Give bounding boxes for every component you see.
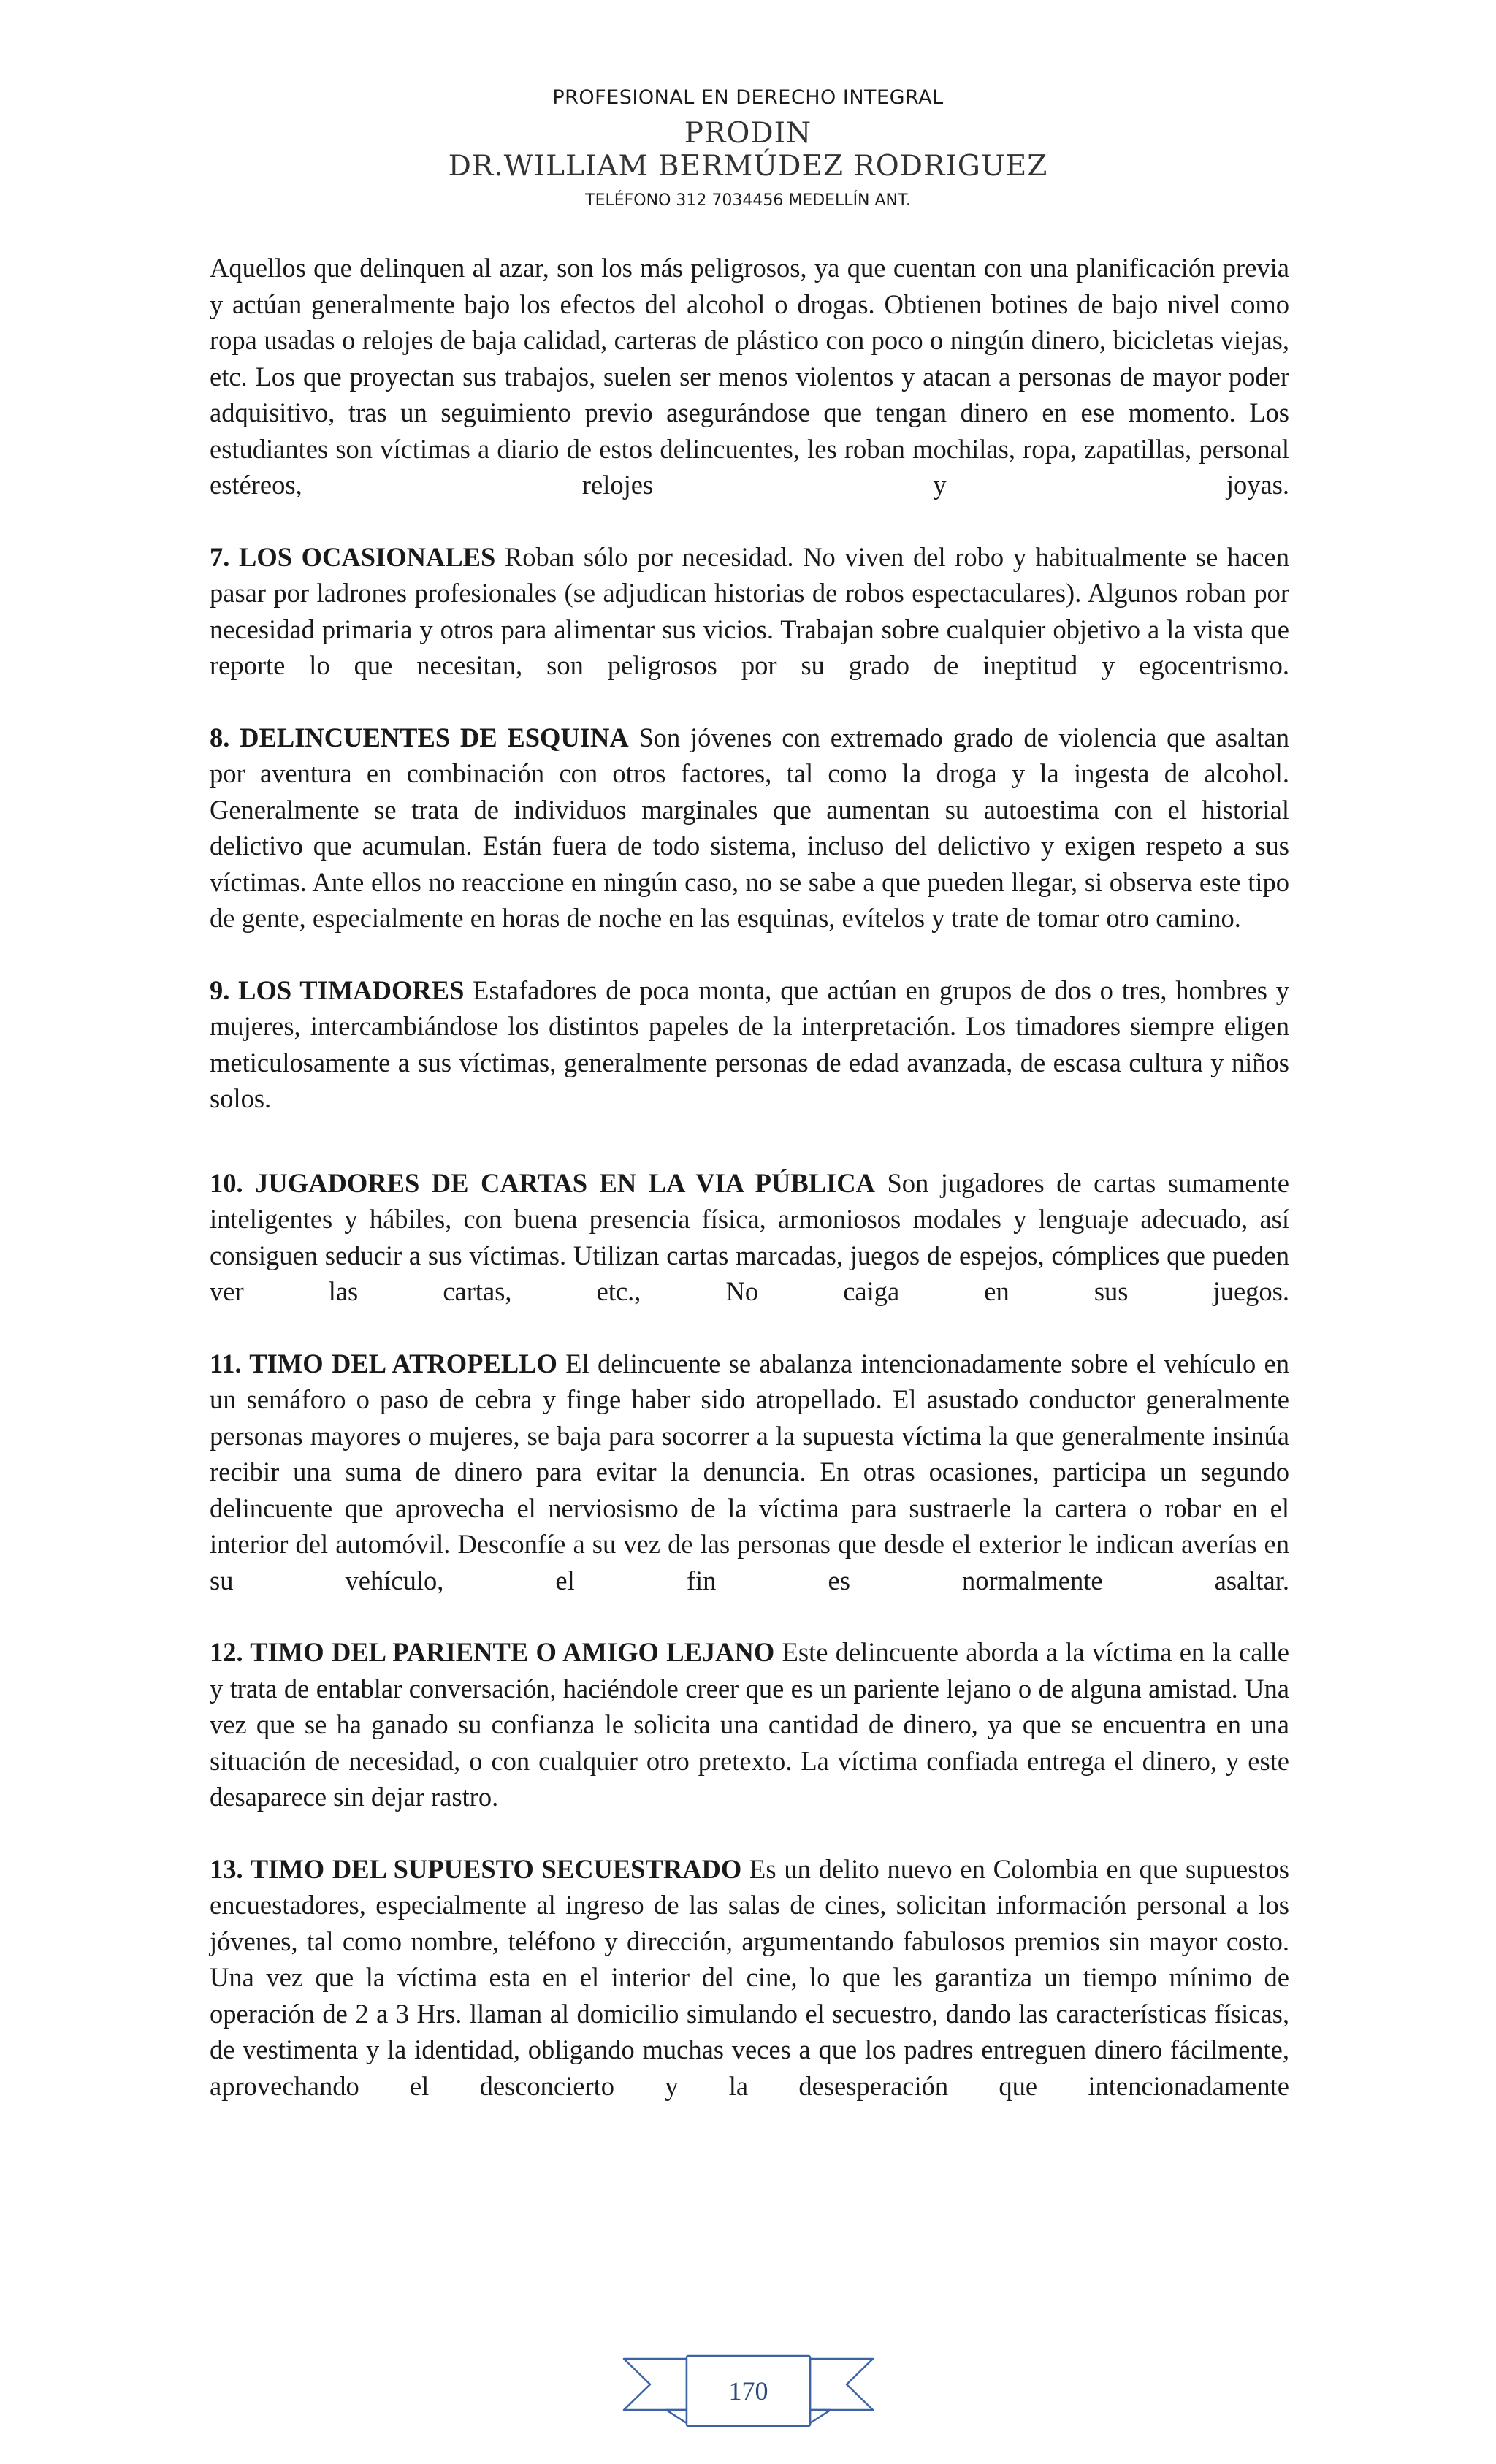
paragraph-text: Aquellos que delinquen al azar, son los más peligrosos, ya que cuentan con una planificación previa y actúan generalmente bajo los efectos del alcohol o drogas. Obtienen botines de bajo nivel como ropa usadas o relojes de baja calidad, carteras de plástico con poco o ningún dinero, bicicletas viejas, etc. Los que proyectan sus trabajos, suelen ser menos violentos y atacan a personas de mayor poder adquisitivo, tras un seguimiento previo asegurándose que tengan dinero en ese momento. Los estudiantes son víctimas a diario de estos delincuentes, les roban mochilas, ropa, zapatillas, personal estéreos, relojes y joyas. [210, 253, 1289, 500]
document-body [210, 250, 1289, 2104]
section-heading: 11. TIMO DEL ATROPELLO [210, 1348, 557, 1378]
section-heading: 7. LOS OCASIONALES [210, 541, 496, 572]
paragraph-text: Estafadores de poca monta, que actúan en grupos de dos o tres, hombres y mujeres, intercambiándose los distintos papeles de la interpretación. Los timadores siempre eligen meticulosamente a sus víctimas, generalmente personas de edad avanzada, de escasa cultura y niños solos. [210, 974, 1289, 1113]
paragraph-text: Son jóvenes con extremado grado de violencia que asaltan por aventura en combinación con otros factores, tal como la droga y la ingesta de alcohol. Generalmente se trata de individuos marginales que aumentan su autoestima con el historial delictivo que acumulan. Están fuera de todo sistema, incluso del delictivo y exigen respeto a sus víctimas. Ante ellos no reaccione en ningún caso, no se sabe a que pueden llegar, si observa este tipo de gente, especialmente en horas de noche en las esquinas, evítelos y trate de tomar otro camino. [210, 722, 1289, 933]
paragraph-atropello [210, 1346, 1289, 1599]
header-title: PROFESIONAL EN DERECHO INTEGRAL [552, 86, 944, 109]
paragraph-text: Este delincuente aborda a la víctima en la calle y trata de entablar conversación, haciéndole creer que es un pariente lejano o de alguna amistad. Una vez que se ha ganado su confianza le solicita una cantidad de dinero, ya que se encuentra en una situación de necesidad, o con cualquier otro pretexto. La víctima confiada entrega el dinero, y este desaparece sin dejar rastro. [210, 1637, 1289, 1812]
page-number: 170 [728, 2376, 768, 2406]
section-heading: 10. JUGADORES DE CARTAS EN LA VIA PÚBLICA [210, 1167, 875, 1198]
paragraph-text: Es un delito nuevo en Colombia en que supuestos encuestadores, especialmente al ingreso de las salas de cines, solicitan información personal a los jóvenes, tal como nombre, teléfono y dirección, argumentando fabulosos premios sin mayor costo. Una vez que la víctima esta en el interior del cine, lo que les garantiza un tiempo mínimo de operación de 2 a 3 Hrs. llaman al domicilio simulando el secuestro, dando las características físicas, de vestimenta y la identidad, obligando muchas veces a que los padres entreguen dinero fácilmente, aprovechando el desconcierto y la desesperación que intencionadamente [210, 1853, 1289, 2101]
section-heading: 13. TIMO DEL SUPUESTO SECUESTRADO [210, 1853, 742, 1884]
paragraph-esquina [210, 720, 1289, 937]
paragraph-secuestrado [210, 1851, 1289, 2105]
paragraph-timadores [210, 972, 1289, 1117]
paragraph-jugadores [210, 1165, 1289, 1310]
paragraph-text: Roban sólo por necesidad. No viven del robo y habitualmente se hacen pasar por ladrones profesionales (se adjudican historias de robos espectaculares). Algunos roban por necesidad primaria y otros para alimentar sus vicios. Trabajan sobre cualquier objetivo a la vista que reporte lo que necesitan, son peligrosos por su grado de ineptitud y egocentrismo. [210, 541, 1290, 680]
section-heading: 12. TIMO DEL PARIENTE O AMIGO LEJANO [210, 1637, 775, 1667]
header-phone: TELÉFONO 312 7034456 MEDELLÍN ANT. [585, 191, 911, 210]
paragraph-text: Son jugadores de cartas sumamente inteligentes y hábiles, con buena presencia física, armoniosos modales y lenguaje adecuado, así consiguen seducir a sus víctimas. Utilizan cartas marcadas, juegos de espejos, cómplices que pueden ver las cartas, etc., No caiga en sus juegos. [210, 1167, 1289, 1306]
paragraph-ocasionales [210, 539, 1289, 684]
header-acronym: PRODIN [684, 117, 812, 150]
paragraph-intro [210, 250, 1289, 503]
section-heading: 8. DELINCUENTES DE ESQUINA [210, 722, 629, 752]
paragraph-text: El delincuente se abalanza intencionadamente sobre el vehículo en un semáforo o paso de cebra y finge haber sido atropellado. El asustado conductor generalmente personas mayores o mujeres, se baja para socorrer a la supuesta víctima la que generalmente insinúa recibir una suma de dinero para evitar la denuncia. En otras ocasiones, participa un segundo delincuente que aprovecha el nerviosismo de la víctima para sustraerle la cartera o robar en el interior del automóvil. Desconfíe a su vez de las personas que desde el exterior le indican averías en su vehículo, el fin es normalmente asaltar. [210, 1348, 1289, 1595]
section-heading: 9. LOS TIMADORES [210, 974, 465, 1005]
header-author: DR.WILLIAM BERMÚDEZ RODRIGUEZ [448, 150, 1048, 183]
paragraph-pariente [210, 1634, 1289, 1815]
